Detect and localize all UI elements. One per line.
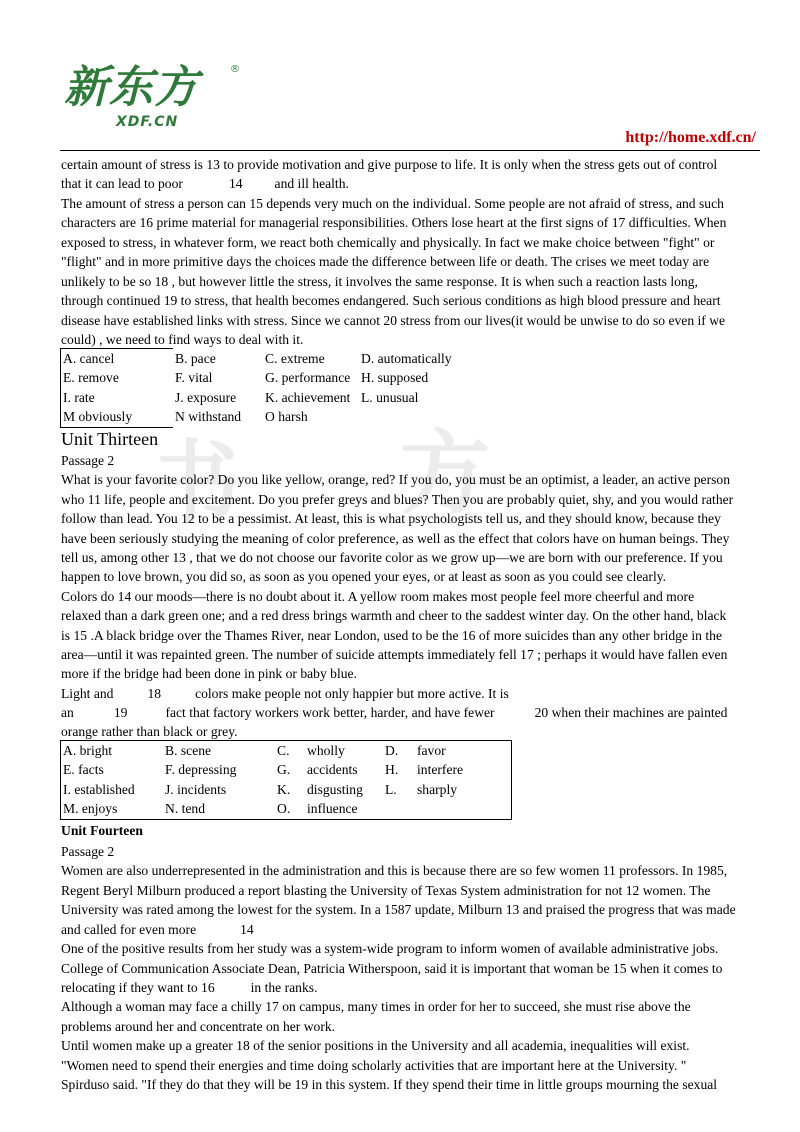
text-segment: an — [61, 705, 74, 720]
option: F. depressing — [165, 762, 237, 778]
option-letter: O. — [277, 801, 291, 817]
option: M. enjoys — [63, 801, 118, 817]
option: O harsh — [265, 409, 308, 425]
logo-registered: ® — [230, 64, 240, 75]
text-line: orange rather than black or grey. — [61, 724, 238, 739]
option: N withstand — [175, 409, 242, 425]
text-line: "Women need to spend their energies and time doing scholarly activities that are important here at the University. " — [61, 1058, 687, 1073]
text-line: area—until it was repainted green. The number of suicide attempts immediately fell 17 ; perhaps it would have fallen even — [61, 647, 728, 662]
options-row — [61, 780, 467, 800]
text-line: Although a woman may face a chilly 17 on campus, many times in order for her to succeed, she must rise above the — [61, 999, 691, 1014]
unit-title: Unit Thirteen — [61, 429, 159, 449]
blank-number: 14 — [228, 176, 243, 191]
option-letter: C. — [277, 742, 290, 758]
text-line: disease have established links with stress. Since we cannot 20 stress from our lives(it would be unwise to do so even if we — [61, 313, 726, 328]
passage-label: Passage 2 — [61, 453, 115, 468]
option — [359, 408, 456, 428]
text-line: have been seriously studying the meaning of color preference, as well as the effect that colors have on human beings. They — [61, 531, 730, 546]
text-line: more if the bridge had been done in pink or baby blue. — [61, 666, 357, 681]
watermark: 书 — [150, 431, 240, 536]
option: sharply — [417, 781, 458, 797]
text-segment: and called for even more — [61, 922, 197, 937]
option: influence — [307, 801, 358, 817]
text-line: College of Communication Associate Dean, Patricia Witherspoon, said it is important that woman be 15 when it comes to — [61, 961, 723, 976]
option: favor — [417, 742, 446, 758]
logo-sub: XDF.CN — [116, 114, 179, 130]
text-line: University was rated among the lowest for the system. In a 1587 update, Milburn 13 and praised the progress that was made — [61, 902, 736, 917]
blank-number: 18 — [147, 686, 162, 701]
text-line: relaxed than a dark green one; and a red dress brings warmth and cheer to the saddest winter day. On the other hand, black — [61, 608, 727, 623]
text-line: The amount of stress a person can 15 depends very much on the individual. Some people are not afraid of stress, and such — [61, 196, 724, 211]
text-line — [61, 703, 727, 722]
watermark: 方 — [400, 421, 490, 526]
xdf-logo — [64, 64, 244, 144]
option-letter: L. — [385, 781, 397, 797]
header-url[interactable]: http://home.xdf.cn/ — [625, 129, 756, 146]
options-table — [61, 741, 467, 819]
option: B. pace — [175, 350, 216, 366]
text-line: tell us, among other 13 , that we do not choose our favorite color as we grow up—we are born with our preference. If you — [61, 550, 723, 565]
text-line: Colors do 14 our moods—there is no doubt about it. A yellow room makes most people feel more cheerful and more — [61, 589, 695, 604]
option: A. cancel — [63, 350, 115, 366]
options-row — [61, 388, 456, 408]
option: G. performance — [265, 370, 351, 386]
text-line: follow than lead. You 12 to be a pessimist. At least, this is what psychologists tell us, and they should know, because they — [61, 511, 721, 526]
text-line: One of the positive results from her study was a system-wide program to inform women of available administrative jobs. — [61, 941, 719, 956]
option: wholly — [307, 742, 345, 758]
option-letter: D. — [385, 742, 399, 758]
option: A. bright — [63, 742, 113, 758]
text-line: "flight" and in more primitive days the choices made the difference between life or death. The crises we meet today are — [61, 254, 710, 269]
text-line: certain amount of stress is 13 to provide motivation and give purpose to life. It is only when the stress gets out of control — [61, 157, 718, 172]
text-line: Women are also underrepresented in the administration and this is because there are so few women 11 professors. In 1985, — [61, 863, 728, 878]
text-segment: Light and — [61, 686, 114, 701]
options-row — [61, 369, 456, 389]
text-line: Spirduso said. "If they do that they will be 19 in this system. If they spend their time in little groups mourning the sexual — [61, 1077, 718, 1092]
text-segment: relocating if they want to 16 — [61, 980, 215, 995]
option-letter: H. — [385, 762, 399, 778]
options-row — [61, 800, 467, 820]
text-line: characters are 16 prime material for managerial responsibilities. Others lose heart at the first signs of 17 difficulties. When — [61, 215, 727, 230]
option: M obviously — [63, 409, 133, 425]
option: E. facts — [63, 762, 104, 778]
option — [415, 800, 467, 820]
option: J. exposure — [175, 389, 237, 405]
header-rule — [60, 150, 760, 151]
option-letter: G. — [277, 762, 291, 778]
text-line: is 15 .A black bridge over the Thames River, near London, used to be the 16 of more suicides than any other bridge in the — [61, 628, 722, 643]
options-table — [61, 349, 456, 427]
text-line: exposed to stress, in whatever form, we react both chemically and physically. In fact we make choice between "fight" or — [61, 235, 715, 250]
option: N. tend — [165, 801, 206, 817]
text-line: who 11 life, people and excitement. Do you prefer greys and blues? Then you are probably quiet, shy, and you would rather — [61, 492, 734, 507]
options-row — [61, 408, 456, 428]
option: interfere — [417, 762, 464, 778]
text-line: Regent Beryl Milburn produced a report blasting the University of Texas System administration for not 12 women. The — [61, 883, 711, 898]
logo-text: 新东方 — [64, 62, 199, 113]
text-segment: and ill health. — [274, 176, 349, 191]
blank-number: 19 — [113, 705, 128, 720]
text-segment: colors make people not only happier but more active. It is — [195, 686, 509, 701]
passage-label: Passage 2 — [61, 844, 115, 859]
option: C. extreme — [265, 350, 325, 366]
text-segment: fact that factory workers work better, harder, and have fewer — [165, 705, 495, 720]
option: I. rate — [63, 389, 95, 405]
unit-title: Unit Fourteen — [61, 823, 143, 838]
text-line — [61, 174, 349, 193]
options-row — [61, 741, 467, 761]
option: L. unusual — [361, 389, 419, 405]
text-segment: that it can lead to poor — [61, 176, 183, 191]
text-line: could) , we need to find ways to deal with it. — [61, 332, 304, 347]
option: J. incidents — [165, 781, 227, 797]
text-line: unlikely to be so 18 , but however little the stress, it involves the same response. It is when such a reaction lasts long, — [61, 274, 698, 289]
option-letter — [383, 800, 415, 820]
text-segment: in the ranks. — [250, 980, 318, 995]
option: disgusting — [307, 781, 363, 797]
text-line: problems around her and concentrate on her work. — [61, 1019, 336, 1034]
text-line — [61, 684, 509, 703]
text-line — [61, 920, 254, 939]
options-row — [61, 761, 467, 781]
text-line: Until women make up a greater 18 of the senior positions in the University and all academia, inequalities will exist. — [61, 1038, 690, 1053]
option-letter: K. — [277, 781, 291, 797]
option: accidents — [307, 762, 358, 778]
options-row — [61, 349, 456, 369]
blank-number: 14 — [240, 922, 254, 937]
text-line: through continued 19 to stress, that health becomes endangered. Such serious conditions as high blood pressure and heart — [61, 293, 721, 308]
option: H. supposed — [361, 370, 429, 386]
text-line: What is your favorite color? Do you like yellow, orange, red? If you do, you must be an optimist, a leader, an active person — [61, 472, 730, 487]
option: B. scene — [165, 742, 212, 758]
option: K. achievement — [265, 389, 351, 405]
option: D. automatically — [361, 350, 452, 366]
text-line: happen to love brown, you did so, as soon as you opened your eyes, or at least as soon as you could see clearly. — [61, 569, 667, 584]
text-line — [61, 978, 317, 997]
option: E. remove — [63, 370, 119, 386]
option: F. vital — [175, 370, 213, 386]
text-segment: 20 when their machines are painted — [534, 705, 728, 720]
option: I. established — [63, 781, 135, 797]
